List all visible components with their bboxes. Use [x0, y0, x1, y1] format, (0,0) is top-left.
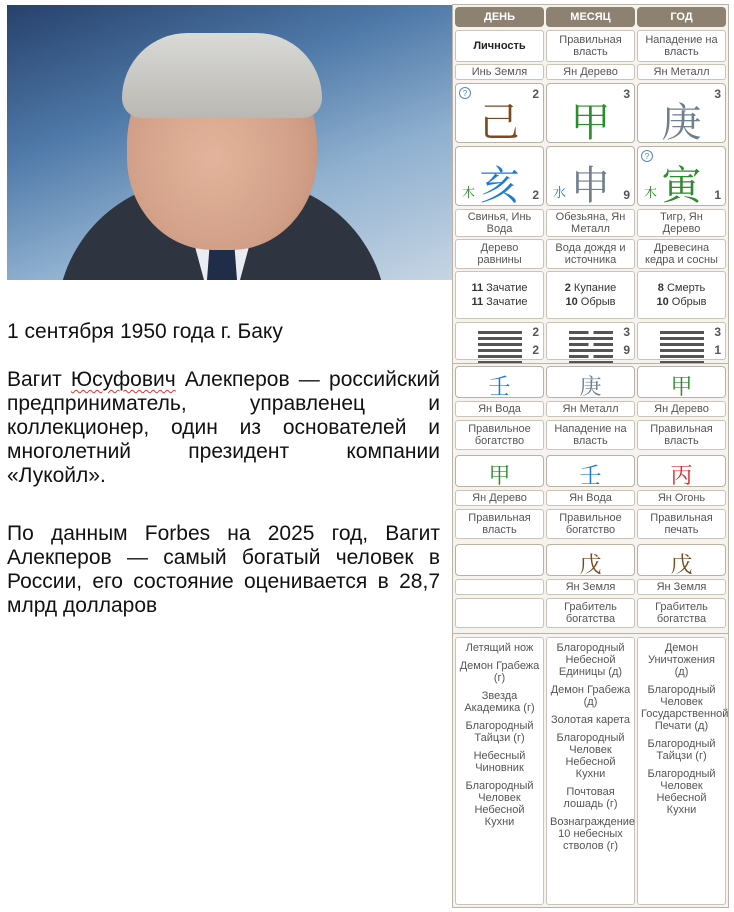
life-stage-2 [637, 271, 726, 319]
column-header-0: ДЕНЬ [455, 7, 544, 27]
symbolic-star: Благородный Человек Небесной Кухни [647, 768, 716, 816]
branch-name-0: Свинья, Инь Вода [455, 209, 544, 237]
hexagram-top-number: 3 [623, 325, 630, 339]
hidden-element-1: 水 [553, 186, 567, 201]
photo-hair [122, 33, 322, 118]
hidden-stem-1-god-2: Правильная власть [637, 420, 726, 450]
hidden-stem-3-glyph-cell-2 [637, 544, 726, 576]
hidden-stem-2-glyph-cell-0 [455, 455, 544, 487]
stage-line-2: 11 Зачатие [471, 296, 528, 308]
column-header-2: ГОД [637, 7, 726, 27]
branch-number-1: 9 [623, 188, 630, 202]
stem-number-1: 3 [623, 87, 630, 101]
hidden-stem-2-name-0: Ян Дерево [455, 490, 544, 506]
hidden-stem-1-glyph-cell-0-glyph: 壬 [488, 375, 511, 400]
branch-name-1: Обезьяна, Ян Металл [546, 209, 635, 237]
heavenly-stem-1 [546, 83, 635, 146]
ten-god-top-1: Правильная власть [546, 30, 635, 62]
stem-number-2: 3 [714, 87, 721, 101]
hidden-stem-3-god-2: Грабитель богатства [637, 598, 726, 628]
hidden-stem-2-name-2: Ян Огонь [637, 490, 726, 506]
earthly-branch-2-glyph: 寅 [661, 163, 702, 209]
symbolic-star: Благородный Человек Государственной Печати (д) [641, 684, 729, 732]
symbolic-star: Золотая карета [550, 714, 631, 726]
na-yin-0: Дерево равнины [455, 239, 544, 269]
hexagram-1 [546, 322, 635, 360]
section-separator [453, 363, 728, 364]
hexagram-top-number: 3 [714, 325, 721, 339]
hidden-stem-3-name-1: Ян Земля [546, 579, 635, 595]
hidden-stem-1-glyph-cell-2-glyph: 甲 [670, 375, 693, 400]
birth-date: 1 сентября 1950 года г. Баку [7, 320, 283, 343]
bio-paragraph [7, 368, 440, 488]
forbes-paragraph: По данным Forbes на 2025 год, Вагит Алекперов — самый богатый человек в России, его состояние оценивается в 28,7 млрд долларов [7, 522, 440, 617]
hexagram-lines [660, 331, 704, 367]
hidden-stem-2-glyph-cell-1-glyph: 壬 [579, 464, 602, 489]
hidden-stem-3-god-1: Грабитель богатства [546, 598, 635, 628]
symbolic-star: Почтовая лошадь (г) [563, 786, 618, 810]
symbolic-star: Демон Уничтожения (д) [647, 642, 715, 678]
earthly-branch-0-glyph: 亥 [479, 163, 520, 209]
hidden-stem-3-name-2: Ян Земля [637, 579, 726, 595]
stage-line-1: 11 Зачатие [471, 282, 528, 294]
heavenly-stem-2 [637, 83, 726, 146]
stars-column-2 [637, 637, 729, 905]
hidden-element-2: 木 [644, 186, 658, 201]
first-name: Вагит [7, 368, 62, 391]
symbolic-star: Летящий нож [465, 642, 534, 654]
hidden-stem-3-glyph-cell-0 [455, 544, 544, 576]
symbolic-star: Благородный Небесной Единицы (д) [556, 642, 625, 678]
symbolic-star: Благородный Тайцзи (г) [647, 738, 716, 762]
hidden-stem-1-god-1: Нападение на власть [546, 420, 635, 450]
hexagram-bottom-number: 9 [623, 343, 630, 357]
hidden-stem-1-glyph-cell-1 [546, 366, 635, 398]
section-separator [453, 633, 728, 634]
column-header-1: МЕСЯЦ [546, 7, 635, 27]
hidden-stem-2-god-1: Правильное богатство [546, 509, 635, 539]
hidden-stem-2-glyph-cell-0-glyph: 甲 [488, 464, 511, 489]
earthly-branch-2 [637, 146, 726, 209]
symbolic-star: Демон Грабежа (д) [550, 684, 631, 708]
symbolic-star: Демон Грабежа (г) [459, 660, 540, 684]
heavenly-stem-0-glyph: 己 [479, 100, 520, 146]
branch-number-2: 1 [714, 188, 721, 202]
earthly-branch-0 [455, 146, 544, 209]
heavenly-stem-0 [455, 83, 544, 146]
hidden-stem-2-name-1: Ян Вода [546, 490, 635, 506]
stem-number-0: 2 [532, 87, 539, 101]
branch-number-0: 2 [532, 188, 539, 202]
na-yin-1: Вода дождя и источника [546, 239, 635, 269]
hidden-stem-2-glyph-cell-2-glyph: 丙 [670, 464, 693, 489]
symbolic-star: Звезда Академика (г) [464, 690, 535, 714]
na-yin-2: Древесина кедра и сосны [637, 239, 726, 269]
hidden-stem-1-name-1: Ян Металл [546, 401, 635, 417]
branch-name-2: Тигр, Ян Дерево [637, 209, 726, 237]
help-icon[interactable]: ? [641, 150, 653, 162]
symbolic-star: Вознаграждение 10 небесных стволов (г) [550, 816, 636, 852]
bazi-chart [452, 4, 729, 908]
ten-god-top-0: Личность [455, 30, 544, 62]
life-stage-1 [546, 271, 635, 319]
symbolic-star: Небесный Чиновник [473, 750, 526, 774]
heavenly-stem-2-glyph: 庚 [661, 100, 702, 146]
hexagram-lines [569, 331, 613, 367]
stem-name-1: Ян Дерево [546, 64, 635, 80]
hidden-element-0: 木 [462, 186, 476, 201]
hidden-stem-3-god-0 [455, 598, 544, 628]
hidden-stem-1-glyph-cell-2 [637, 366, 726, 398]
hidden-stem-1-glyph-cell-0 [455, 366, 544, 398]
hexagram-bottom-number: 1 [714, 343, 721, 357]
hexagram-2 [637, 322, 726, 360]
portrait-photo [7, 5, 452, 280]
hidden-stem-3-glyph-cell-1 [546, 544, 635, 576]
hexagram-top-number: 2 [532, 325, 539, 339]
hidden-stem-1-glyph-cell-1-glyph: 庚 [579, 375, 602, 400]
hidden-stem-2-god-0: Правильная власть [455, 509, 544, 539]
hidden-stem-3-name-0 [455, 579, 544, 595]
stage-line-2: 10 Обрыв [656, 296, 707, 308]
heavenly-stem-1-glyph: 甲 [570, 100, 611, 146]
stem-name-0: Инь Земля [455, 64, 544, 80]
stars-column-0 [455, 637, 544, 905]
stage-line-1: 2 Купание [564, 282, 617, 294]
symbolic-star: Благородный Тайцзи (г) [465, 720, 534, 744]
stage-line-1: 8 Смерть [657, 282, 706, 294]
symbolic-star: Благородный Человек Небесной Кухни [556, 732, 625, 780]
stem-name-2: Ян Металл [637, 64, 726, 80]
earthly-branch-1-glyph: 申 [570, 163, 611, 209]
hidden-stem-1-name-2: Ян Дерево [637, 401, 726, 417]
stage-line-2: 10 Обрыв [565, 296, 616, 308]
life-stage-0 [455, 271, 544, 319]
stars-column-1 [546, 637, 635, 905]
help-icon[interactable]: ? [459, 87, 471, 99]
hidden-stem-2-god-2: Правильная печать [637, 509, 726, 539]
ten-god-top-2: Нападение на власть [637, 30, 726, 62]
hidden-stem-1-god-0: Правильное богатство [455, 420, 544, 450]
hexagram-0 [455, 322, 544, 360]
hexagram-bottom-number: 2 [532, 343, 539, 357]
earthly-branch-1 [546, 146, 635, 209]
hidden-stem-1-name-0: Ян Вода [455, 401, 544, 417]
symbolic-star: Благородный Человек Небесной Кухни [465, 780, 534, 828]
hidden-stem-3-glyph-cell-1-glyph: 戊 [579, 553, 602, 578]
bio-rest: Алекперов — российский предприниматель, управленец и коллекционер, один из основателей и многолетний президент компании «Лукойл». [7, 368, 440, 487]
patronymic-spellcheck: Юсуфович [70, 368, 176, 391]
hidden-stem-3-glyph-cell-2-glyph: 戊 [670, 553, 693, 578]
hexagram-lines [478, 331, 522, 367]
hidden-stem-2-glyph-cell-1 [546, 455, 635, 487]
hidden-stem-2-glyph-cell-2 [637, 455, 726, 487]
